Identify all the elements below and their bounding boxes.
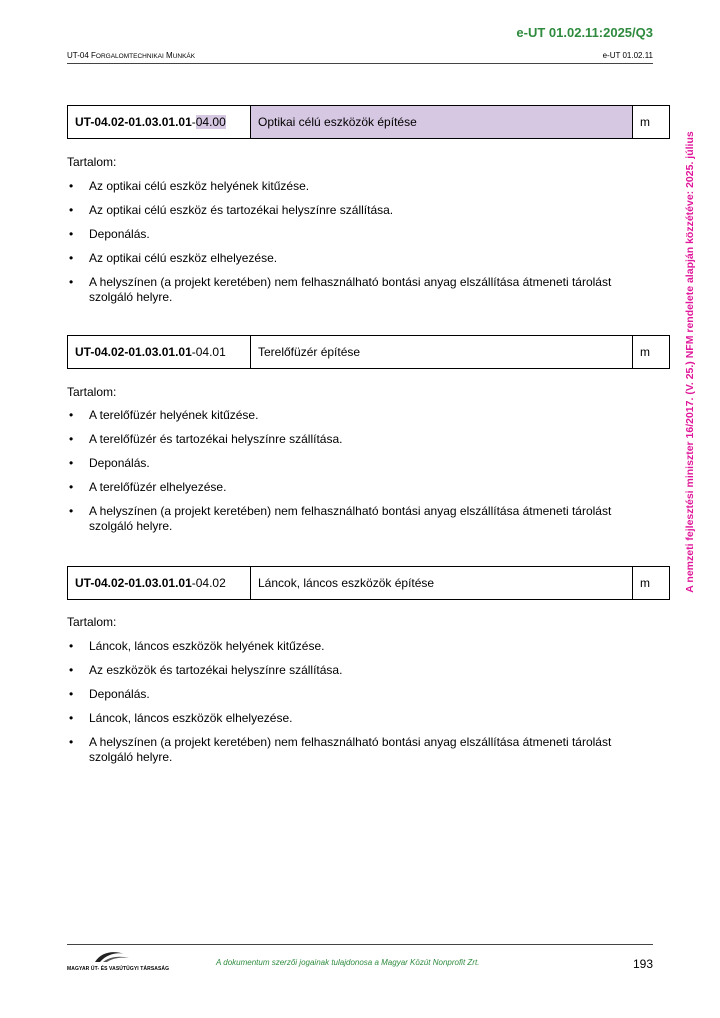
publication-notice: A nemzeti fejlesztési miniszter 16/2017. (V. 25.) NFM rendelete alapján közzétéve: 2025. július: [684, 131, 696, 593]
header-chapter-word1: ORGALOMTECHNIKAI: [95, 53, 164, 60]
document-code: e-UT 01.02.11:2025/Q3: [516, 25, 653, 40]
footer-divider: [67, 944, 653, 945]
list-item: • Deponálás.: [67, 687, 627, 702]
company-logo: [67, 948, 170, 972]
content-list: [67, 408, 627, 543]
item-code: UT-04.02-01.03.01.01-04.00: [68, 106, 251, 139]
content-label: Tartalom:: [67, 155, 117, 169]
item-title: Láncok, láncos eszközök építése: [251, 567, 633, 600]
logo-text: MAGYAR ÚT- ÉS VASÚTÜGYI TÁRSASÁG: [67, 966, 170, 972]
logo-swoosh-icon: [67, 948, 162, 966]
list-item: • A terelőfüzér és tartozékai helyszínre szállítása.: [67, 432, 627, 447]
list-item: • Az eszközök és tartozékai helyszínre szállítása.: [67, 663, 627, 678]
list-item: • A helyszínen (a projekt keretében) nem felhasználható bontási anyag elszállítása átmeneti tárolást szolgáló helyre.: [67, 275, 627, 305]
list-item: • A helyszínen (a projekt keretében) nem felhasználható bontási anyag elszállítása átmeneti tárolást szolgáló helyre.: [67, 735, 627, 765]
item-code: UT-04.02-01.03.01.01-04.02: [68, 567, 251, 600]
list-item: • Láncok, láncos eszközök elhelyezése.: [67, 711, 627, 726]
list-item: • A terelőfüzér helyének kitűzése.: [67, 408, 627, 423]
item-unit: m: [633, 567, 670, 600]
list-item: • A helyszínen (a projekt keretében) nem felhasználható bontási anyag elszállítása átmeneti tárolást szolgáló helyre.: [67, 504, 627, 534]
copyright-notice: A dokumentum szerzői jogainak tulajdonosa a Magyar Közút Nonprofit Zrt.: [216, 958, 480, 967]
item-title: Optikai célú eszközök építése: [251, 106, 633, 139]
list-item: • Láncok, láncos eszközök helyének kitűzése.: [67, 639, 627, 654]
item-code-table: [67, 335, 670, 369]
list-item: • Deponálás.: [67, 227, 627, 242]
item-code-table: [67, 566, 670, 600]
list-item: • Az optikai célú eszköz és tartozékai helyszínre szállítása.: [67, 203, 627, 218]
list-item: • Az optikai célú eszköz elhelyezése.: [67, 251, 627, 266]
item-code: UT-04.02-01.03.01.01-04.01: [68, 336, 251, 369]
header-chapter-prefix: UT-04 F: [67, 51, 96, 60]
header-document-ref: e-UT 01.02.11: [602, 51, 653, 60]
list-item: • A terelőfüzér elhelyezése.: [67, 480, 627, 495]
list-item: • Deponálás.: [67, 456, 627, 471]
content-list: [67, 179, 627, 314]
header-chapter-sep: M: [163, 51, 173, 60]
page-number: 193: [632, 957, 653, 971]
item-title: Terelőfüzér építése: [251, 336, 633, 369]
header-divider: [67, 63, 653, 64]
header-chapter-title: [67, 51, 195, 60]
item-unit: m: [633, 336, 670, 369]
content-label: Tartalom:: [67, 615, 117, 629]
content-label: Tartalom:: [67, 385, 117, 399]
item-code-table: [67, 105, 670, 139]
item-unit: m: [633, 106, 670, 139]
list-item: • Az optikai célú eszköz helyének kitűzése.: [67, 179, 627, 194]
content-list: [67, 639, 627, 774]
header-chapter-word2: UNKÁK: [172, 53, 196, 60]
